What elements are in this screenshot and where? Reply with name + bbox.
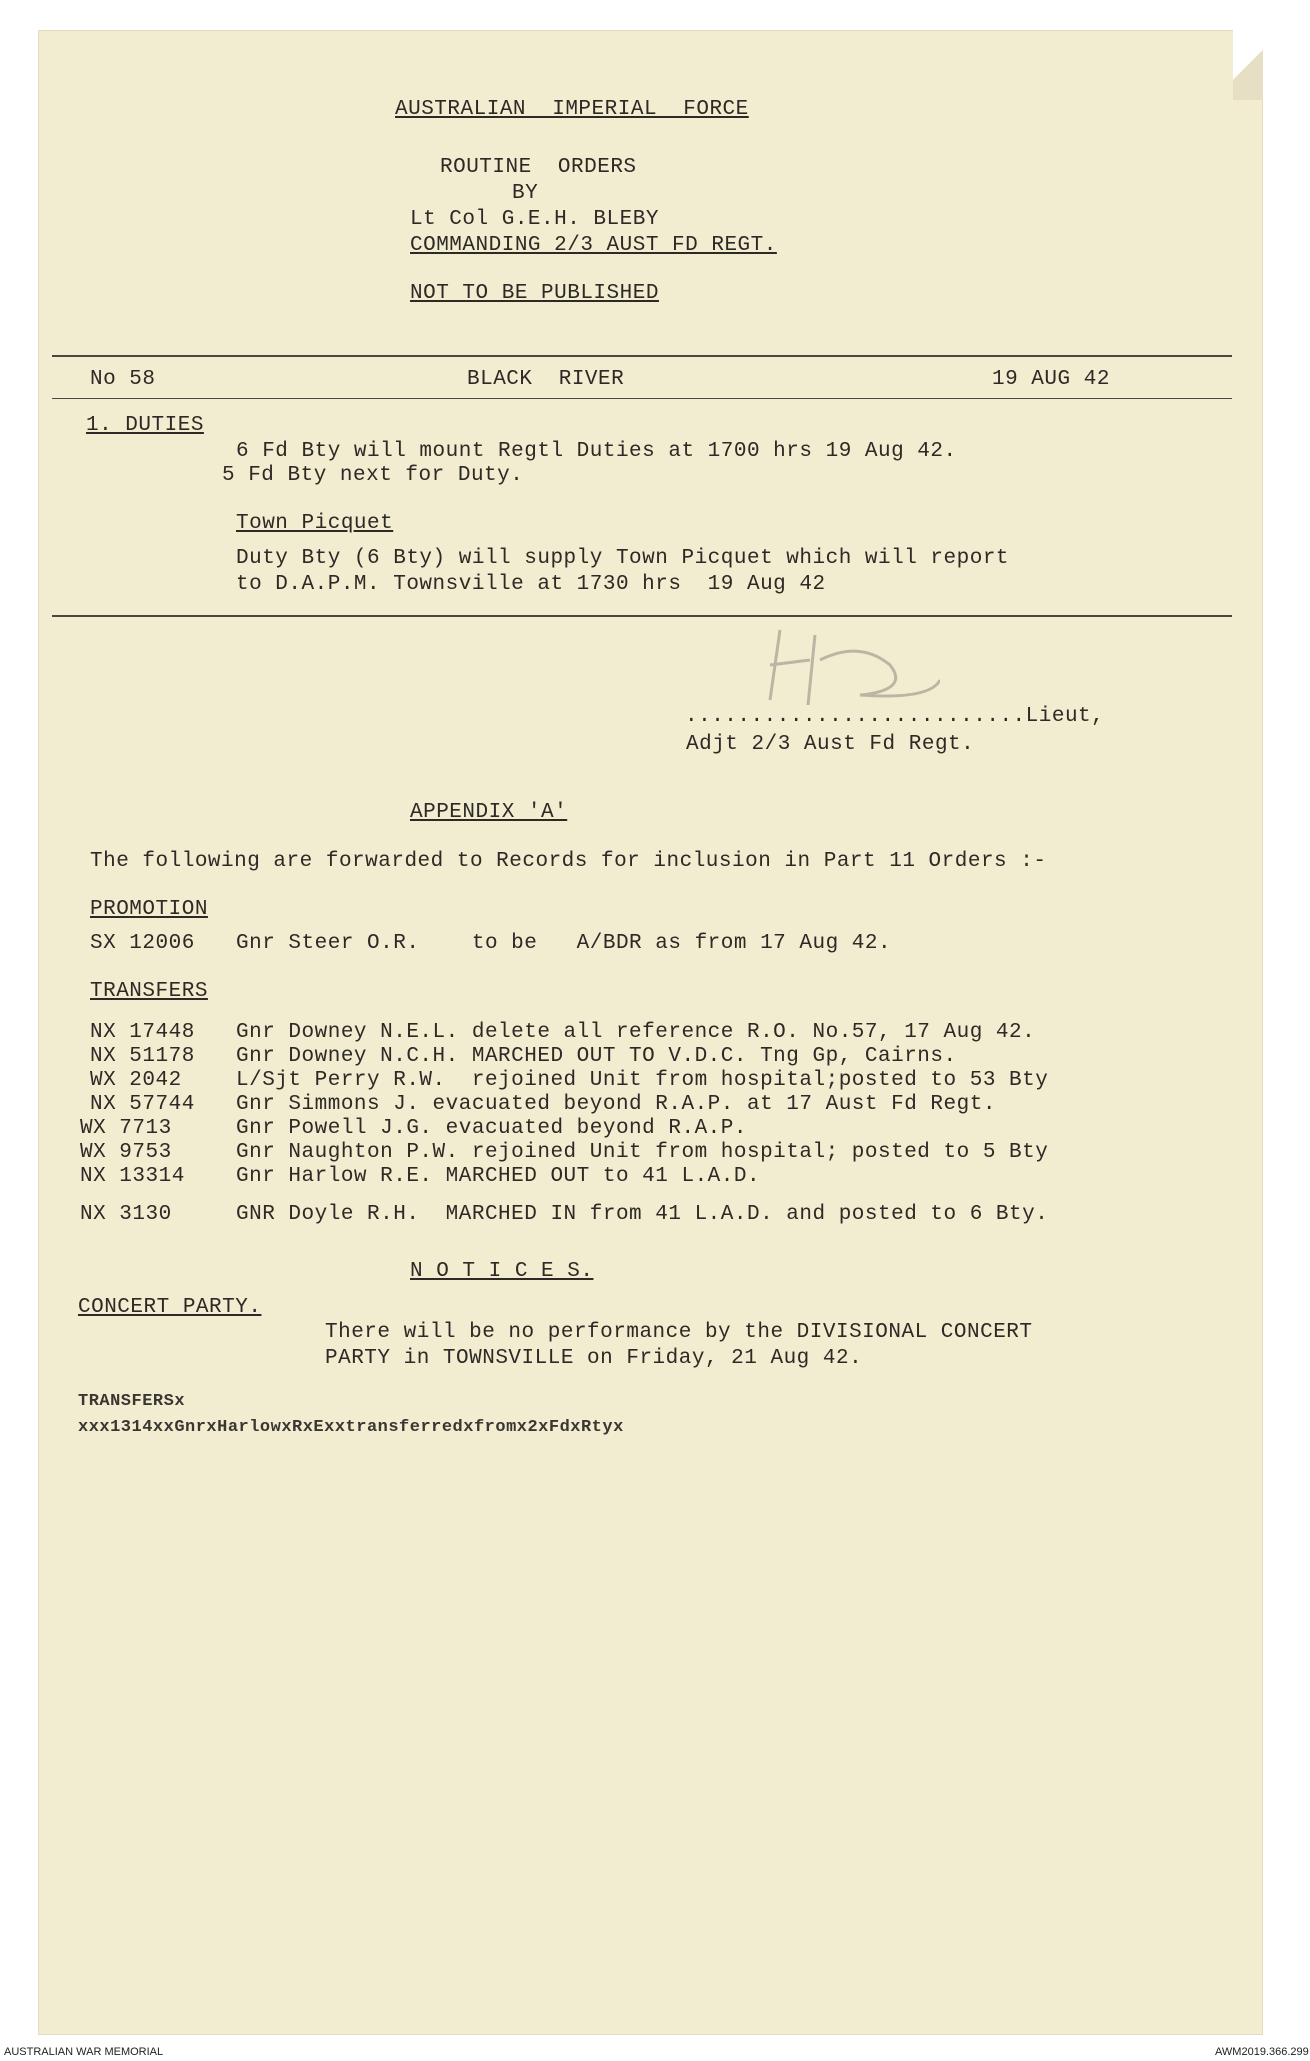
concert-party-heading: CONCERT PARTY.: [78, 1296, 262, 1319]
transfer-number: WX 9753: [80, 1141, 172, 1164]
by-label: BY: [512, 182, 539, 205]
duties-line-1: 6 Fd Bty will mount Regtl Duties at 1700 hrs 19 Aug 42.: [236, 440, 957, 463]
transfer-number: WX 2042: [90, 1069, 182, 1092]
commander-name: Lt Col G.E.H. BLEBY: [410, 208, 659, 231]
order-date: 19 AUG 42: [992, 368, 1110, 391]
promotion-number: SX 12006: [90, 932, 195, 955]
footer-reference: AWM2019.366.299: [1215, 2046, 1309, 2058]
town-picquet-heading: Town Picquet: [236, 512, 394, 535]
pencil-signature: [740, 620, 940, 710]
duties-heading: 1. DUTIES: [86, 414, 204, 437]
transfer-number: NX 51178: [90, 1045, 195, 1068]
transfer-text: Gnr Naughton P.W. rejoined Unit from hospital; posted to 5 Bty: [236, 1141, 1049, 1164]
transfer-number: NX 57744: [90, 1093, 195, 1116]
appendix-intro: The following are forwarded to Records for inclusion in Part 11 Orders :-: [90, 850, 1047, 873]
signature-title: Adjt 2/3 Aust Fd Regt.: [686, 733, 975, 756]
transfer-text: Gnr Downey N.C.H. MARCHED OUT TO V.D.C. Tng Gp, Cairns.: [236, 1045, 957, 1068]
restriction-notice: NOT TO BE PUBLISHED: [410, 282, 659, 305]
transfer-number: NX 13314: [80, 1165, 185, 1188]
footer-archive-name: AUSTRALIAN WAR MEMORIAL: [4, 2046, 164, 2058]
duties-rule: [52, 615, 1232, 617]
signature-dots: ..........................Lieut,: [685, 705, 1105, 728]
promotion-heading: PROMOTION: [90, 898, 208, 921]
duties-line-2: 5 Fd Bty next for Duty.: [222, 464, 524, 487]
transfer-text: Gnr Harlow R.E. MARCHED OUT to 41 L.A.D.: [236, 1165, 761, 1188]
transfer-number: NX 17448: [90, 1021, 195, 1044]
transfer-number: WX 7713: [80, 1117, 172, 1140]
order-number: No 58: [90, 368, 156, 391]
notices-heading: N O T I C E S.: [410, 1260, 594, 1283]
appendix-heading: APPENDIX 'A': [410, 801, 568, 824]
routine-orders-label: ROUTINE ORDERS: [440, 156, 637, 179]
commander-unit: COMMANDING 2/3 AUST FD REGT.: [410, 234, 777, 257]
document-title: AUSTRALIAN IMPERIAL FORCE: [395, 98, 749, 121]
promotion-text: Gnr Steer O.R. to be A/BDR as from 17 Aug 42.: [236, 932, 892, 955]
transfer-text: Gnr Downey N.E.L. delete all reference R.O. No.57, 17 Aug 42.: [236, 1021, 1036, 1044]
picquet-line-2: to D.A.P.M. Townsville at 1730 hrs 19 Aug 42: [236, 573, 826, 596]
transfer-text: L/Sjt Perry R.W. rejoined Unit from hospital;posted to 53 Bty: [236, 1069, 1049, 1092]
transfer-text: Gnr Simmons J. evacuated beyond R.A.P. at 17 Aust Fd Regt.: [236, 1093, 996, 1116]
struck-heading: TRANSFERSx: [78, 1392, 186, 1411]
transfers-heading: TRANSFERS: [90, 980, 208, 1003]
folded-corner: [1233, 30, 1263, 100]
bar-rule: [52, 398, 1232, 399]
top-rule: [52, 355, 1232, 357]
transfer-number: NX 3130: [80, 1203, 172, 1226]
picquet-line-1: Duty Bty (6 Bty) will supply Town Picquet which will report: [236, 547, 1010, 570]
order-location: BLACK RIVER: [467, 368, 625, 391]
concert-line-1: There will be no performance by the DIVISIONAL CONCERT: [325, 1321, 1033, 1344]
struck-line: xxx1314xxGnrxHarlowxRxExxtransferredxfromx2xFdxRtyx: [78, 1418, 624, 1437]
concert-line-2: PARTY in TOWNSVILLE on Friday, 21 Aug 42.: [325, 1347, 863, 1370]
transfer-text: GNR Doyle R.H. MARCHED IN from 41 L.A.D. and posted to 6 Bty.: [236, 1203, 1049, 1226]
transfer-text: Gnr Powell J.G. evacuated beyond R.A.P.: [236, 1117, 747, 1140]
